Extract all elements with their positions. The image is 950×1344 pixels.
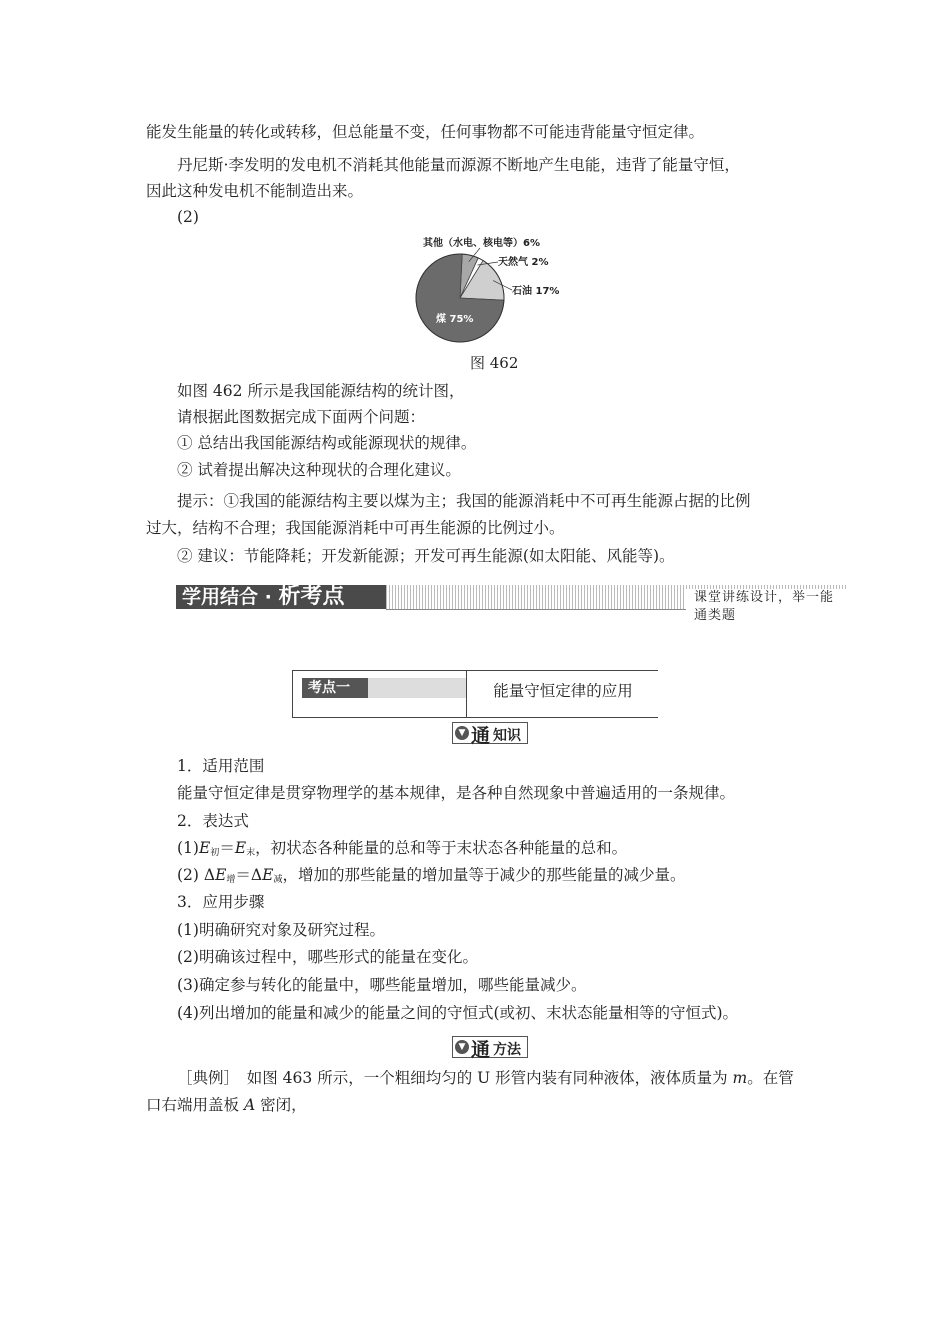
knowledge-heading-2: 2．表达式: [177, 812, 249, 830]
banner-title-part1: 学用结合 ·: [182, 586, 279, 608]
hint-line-2: 过大，结构不合理；我国能源消耗中可再生能源的比例过小。: [146, 519, 565, 537]
tong-knowledge-text: 知识: [493, 728, 521, 744]
pie-label-coal: 煤 75%: [436, 314, 474, 325]
symbol-E: E: [262, 866, 274, 884]
knowledge-line-1: 能量守恒定律是贯穿物理学的基本规律，是各种自然现象中普遍适用的一条规律。: [177, 784, 736, 802]
intro-line-2: 丹尼斯·李发明的发电机不消耗其他能量而源源不断地产生电能，违背了能量守恒，: [177, 156, 740, 174]
question-prompt: 请根据此图数据完成下面两个问题：: [177, 408, 426, 426]
step-4: (4)列出增加的能量和减少的能量之间的守恒式(或初、末状态能量相等的守恒式)。: [177, 1004, 739, 1022]
keypoint-tag-background: [368, 678, 466, 698]
keypoint-title: 能量守恒定律的应用: [466, 671, 659, 717]
subquestion-number: (2): [177, 208, 199, 226]
step-1: (1)明确研究对象及研究过程。: [177, 921, 385, 939]
variable-m: m: [732, 1069, 748, 1087]
step-2: (2)明确该过程中，哪些形式的能量在变化。: [177, 948, 478, 966]
variable-A: A: [243, 1096, 256, 1114]
intro-line-1: 能发生能量的转化或转移，但总能量不变，任何事物都不可能违背能量守恒定律。: [146, 123, 705, 141]
subscript-decrease: 减: [273, 875, 283, 885]
tong-method-text: 方法: [493, 1042, 521, 1058]
subscript-initial: 初: [210, 848, 220, 858]
equals-delta: ＝Δ: [235, 866, 263, 884]
example-line-1: [177, 1068, 794, 1088]
expression-2-prefix: (2) Δ: [177, 866, 216, 884]
pie-label-gas: 天然气 2%: [498, 257, 549, 268]
subscript-final: 末: [246, 848, 256, 858]
example-text-2a: 口右端用盖板: [146, 1096, 244, 1114]
symbol-E: E: [215, 866, 227, 884]
hint-line-1: 提示：①我国的能源结构主要以煤为主；我国的能源消耗中不可再生能源占据的比例: [177, 492, 751, 510]
intro-line-3: 因此这种发电机不能制造出来。: [146, 182, 364, 200]
tong-knowledge-big: 通: [471, 725, 491, 747]
symbol-E: E: [198, 839, 211, 857]
banner-pattern: [386, 585, 848, 623]
banner-subtitle: 课堂讲练设计，举一能通类题: [686, 589, 848, 625]
expression-1-text: ，初状态各种能量的总和等于末状态各种能量的总和。: [255, 839, 628, 857]
chevron-down-icon: ▼: [455, 1040, 469, 1054]
question-2: ② 试着提出解决这种现状的合理化建议。: [177, 461, 461, 479]
energy-pie-chart: [400, 228, 600, 348]
question-intro: 如图 462 所示是我国能源结构的统计图，: [177, 382, 465, 400]
expression-1: [177, 838, 627, 863]
figure-caption: 图 462: [470, 354, 519, 372]
step-3: (3)确定参与转化的能量中，哪些能量增加，哪些能量减少。: [177, 976, 587, 994]
pie-label-oil: 石油 17%: [512, 286, 560, 297]
expression-2: [177, 865, 685, 890]
knowledge-heading-1: 1．适用范围: [177, 757, 265, 775]
question-1: ① 总结出我国能源结构或能源现状的规律。: [177, 434, 477, 452]
hint-line-3: ② 建议：节能降耗；开发新能源；开发可再生能源(如太阳能、风能等)。: [177, 547, 675, 565]
chevron-down-icon: ▼: [455, 726, 469, 740]
tong-method-label: [452, 1036, 528, 1061]
symbol-E: E: [234, 839, 247, 857]
knowledge-heading-3: 3．应用步骤: [177, 893, 265, 911]
banner-title: [176, 585, 386, 609]
banner-title-part2: 析考点: [278, 584, 345, 609]
equals-sign: ＝: [219, 839, 235, 857]
example-text-1a: ［典例］ 如图 463 所示，一个粗细均匀的 U 形管内装有同种液体，液体质量为: [177, 1069, 733, 1087]
expression-1-prefix: (1): [177, 839, 199, 857]
subscript-increase: 增: [226, 875, 236, 885]
pie-label-other: 其他（水电、核电等）6%: [423, 238, 540, 249]
keypoint-tag: 考点一: [302, 678, 368, 698]
expression-2-text: ，增加的那些能量的增加量等于减少的那些能量的减少量。: [282, 866, 686, 884]
section-banner: [176, 583, 848, 623]
tong-method-big: 通: [471, 1039, 491, 1061]
example-text-2b: 密闭，: [255, 1096, 307, 1114]
example-line-2: [146, 1095, 307, 1115]
tong-knowledge-label: [452, 722, 528, 747]
example-text-1b: 。在管: [747, 1069, 794, 1087]
